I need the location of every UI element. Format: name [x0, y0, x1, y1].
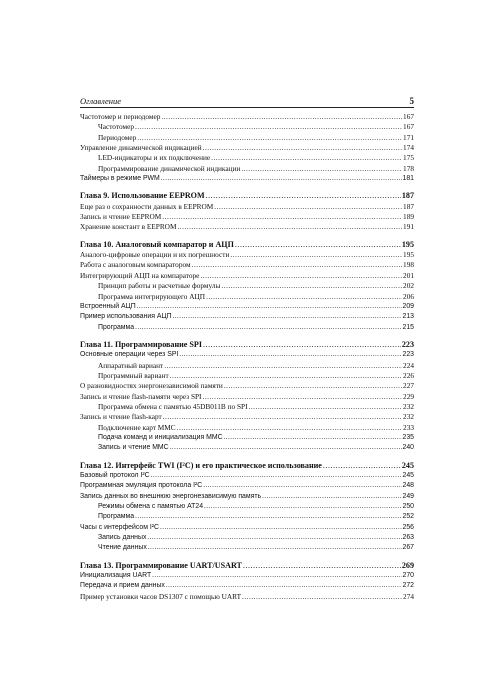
toc-entry-title: Часы с интерфейсом I²C [80, 523, 160, 531]
toc-entry-page: 274 [403, 591, 414, 601]
running-header [80, 92, 414, 108]
dot-leader [151, 471, 402, 481]
toc-entry-title: Глава 10. Аналоговый компаратор и АЦП [80, 239, 234, 249]
dot-leader [166, 581, 402, 591]
toc-entry [80, 143, 414, 153]
toc-entry-title: Подключение карт MMC [98, 422, 176, 432]
dot-leader [235, 240, 401, 250]
toc-entry-title: Частотомер и периодомер [80, 112, 161, 121]
toc-entry [80, 202, 414, 212]
toc-entry-page: 226 [403, 370, 414, 380]
dot-leader [147, 533, 401, 543]
toc-entry-page: 181 [402, 175, 414, 183]
toc-entry-page: 263 [402, 534, 414, 542]
toc-entry-title: Режимы обмена с памятью AT24 [98, 503, 204, 511]
toc-chapter-entry [80, 461, 414, 471]
toc-entry [80, 412, 414, 422]
toc-entry [80, 112, 414, 122]
toc-entry-title: Базовый протокол I²C [80, 472, 150, 479]
toc-entry-title: Программа обмена с памятью 45DB011B по SPI [98, 401, 248, 411]
dot-leader [203, 143, 402, 153]
dot-leader [323, 461, 401, 471]
toc-entry-title: Запись данных во внешнюю энергонезависимую память [80, 492, 262, 500]
toc-entry-page: 269 [401, 560, 414, 570]
toc-entry-page: 187 [401, 191, 414, 201]
toc-entry-page: 191 [403, 222, 414, 232]
toc-entry [80, 153, 414, 163]
toc-entry [80, 260, 414, 270]
dot-leader [203, 392, 403, 402]
toc-entry-page: 167 [403, 122, 414, 132]
toc-entry-page: 206 [403, 291, 414, 301]
toc-entry-page: 229 [403, 391, 414, 401]
toc-entry-title: Чтение данных [98, 544, 147, 552]
toc-entry-page: 245 [401, 460, 414, 470]
toc-entry [80, 523, 414, 533]
toc-entry-title: Глава 9. Использование EEPROM [80, 191, 205, 201]
toc-entry-page: 232 [403, 412, 414, 422]
toc-entry-title: Запись и чтение flash-карт [80, 412, 162, 422]
toc-entry-page: 256 [402, 523, 414, 531]
toc-entry-page: 248 [402, 482, 414, 490]
toc-chapter-entry [80, 340, 414, 350]
dot-leader [206, 292, 402, 302]
dot-leader [164, 361, 402, 371]
toc-entry-title: Таймеры в режиме PWM [80, 175, 160, 183]
toc-entry-page: 189 [403, 212, 414, 222]
toc-entry [80, 533, 414, 543]
header-title: Оглавление [80, 96, 122, 106]
toc-entry [80, 571, 414, 581]
toc-entry-title: Программа [98, 513, 135, 521]
dot-leader [206, 191, 401, 201]
toc-entry-page: 233 [403, 422, 414, 432]
toc-entry-title: Глава 13. Программирование UART/USART [80, 560, 242, 570]
toc-entry [80, 543, 414, 553]
toc-entry-page: 174 [403, 143, 414, 153]
toc-entry-title: Инициализация UART [80, 572, 152, 580]
dot-leader [173, 312, 402, 322]
dot-leader [224, 381, 402, 391]
toc-entry [80, 122, 414, 132]
toc-entry-title: Запись и чтение MMC [98, 444, 169, 452]
toc-entry-title: Программа [98, 323, 135, 331]
toc-entry [80, 361, 414, 371]
toc-entry [80, 350, 414, 360]
toc-entry-title: Подача команд и инициализация MMC [98, 433, 223, 441]
dot-leader [152, 571, 401, 581]
toc-entry-title: Основные операции через SPI [80, 351, 179, 359]
dot-leader [203, 481, 401, 491]
dot-leader [249, 402, 403, 412]
dot-leader [161, 174, 402, 184]
toc-entry-title: Передача и прием данных [80, 582, 165, 590]
dot-leader [177, 222, 402, 232]
toc-entry-page: 252 [402, 513, 414, 521]
toc-entry [80, 222, 414, 232]
dot-leader [200, 271, 402, 281]
dot-leader [241, 164, 402, 174]
toc-entry-title: Управление динамической индикацией [80, 143, 202, 153]
dot-leader [230, 250, 402, 260]
toc-entry-page: 171 [403, 132, 414, 142]
dot-leader [204, 502, 401, 512]
toc-chapter-entry [80, 240, 414, 250]
toc-entry [80, 312, 414, 322]
toc-entry [80, 250, 414, 260]
toc-chapter-entry [80, 561, 414, 571]
toc-entry-page: 223 [401, 339, 414, 349]
toc-entry [80, 381, 414, 391]
toc-entry [80, 581, 414, 591]
toc-entry [80, 271, 414, 281]
toc-entry [80, 423, 414, 433]
dot-leader [135, 122, 402, 132]
toc-entry-page: 223 [402, 351, 414, 359]
toc-entry [80, 402, 414, 412]
toc-entry [80, 164, 414, 174]
dot-leader [214, 202, 402, 212]
toc-entry-title: Аналого-цифровые операции и их погрешности [80, 250, 230, 260]
toc-entry-page: 240 [402, 444, 414, 452]
toc-entry-title: Глава 11. Программирование SPI [80, 339, 203, 349]
toc-entry-title: Программа интегрирующего АЦП [98, 291, 206, 301]
dot-leader [137, 133, 402, 143]
toc-entry-title: Программная эмуляция протокола I²C [80, 482, 203, 490]
toc-entry-title: Программный вариант [98, 370, 169, 380]
toc-entry-page: 201 [403, 270, 414, 280]
toc-entry-page: 267 [402, 544, 414, 552]
toc-entry-title: О разновидностях энергонезависимой памяти [80, 381, 223, 391]
toc-entry-title: Хранение констант в EEPROM [80, 222, 177, 232]
toc-entry-page: 175 [403, 153, 414, 163]
toc-entry-title: Частотомер [98, 122, 134, 132]
toc-entry-page: 224 [403, 360, 414, 370]
toc-entry [80, 492, 414, 502]
dot-leader [137, 302, 402, 312]
toc-entry-title: Пример использования АЦП [80, 313, 172, 321]
dot-leader [211, 153, 402, 163]
toc-entry-page: 213 [402, 313, 414, 321]
toc-entry-title: Принцип работы и расчетные формулы [98, 281, 221, 291]
toc-entry-page: 249 [402, 492, 414, 500]
toc-entry-page: 270 [402, 572, 414, 580]
toc-chapter-entry [80, 191, 414, 201]
dot-leader [262, 492, 401, 502]
toc-entry [80, 392, 414, 402]
dot-leader [192, 260, 402, 270]
toc-entry-title: Аппаратный вариант [98, 360, 164, 370]
dot-leader [162, 212, 402, 222]
toc-entry [80, 302, 414, 312]
toc-entry-page: 195 [403, 250, 414, 260]
toc-entry [80, 481, 414, 491]
toc-entry [80, 443, 414, 453]
toc-entry [80, 592, 414, 602]
dot-leader [221, 281, 402, 291]
dot-leader [135, 512, 401, 522]
toc-entry-page: 227 [403, 381, 414, 391]
toc-entry [80, 174, 414, 184]
dot-leader [224, 433, 402, 443]
toc-entry-title: Периодомер [98, 132, 137, 142]
toc-entry-page: 198 [403, 260, 414, 270]
toc-entry-title: Встроенный АЦП [80, 302, 136, 310]
toc-entry [80, 512, 414, 522]
dot-leader [242, 592, 402, 602]
table-of-contents [80, 112, 414, 602]
toc-entry [80, 133, 414, 143]
dot-leader [148, 543, 402, 553]
dot-leader [179, 350, 401, 360]
page-number: 5 [409, 96, 414, 106]
toc-entry-page: 235 [402, 433, 414, 441]
toc-entry [80, 371, 414, 381]
toc-entry-page: 209 [402, 302, 414, 310]
toc-entry [80, 433, 414, 443]
toc-entry-page: 187 [403, 201, 414, 211]
toc-entry-title: Интегрирующий АЦП на компараторе [80, 270, 200, 280]
toc-entry-title: Глава 12. Интерфейс TWI (I²C) и его практическое использование [80, 460, 322, 470]
toc-entry-page: 178 [403, 163, 414, 173]
toc-entry [80, 281, 414, 291]
toc-entry-title: Пример установки часов DS1307 с помощью UART [80, 591, 242, 601]
toc-entry-page: 195 [401, 239, 414, 249]
toc-entry-page: 167 [403, 112, 414, 121]
toc-entry-page: 245 [402, 472, 414, 479]
toc-entry-title: Запись данных [98, 534, 147, 542]
toc-entry-title: Запись и чтение flash-памяти через SPI [80, 391, 202, 401]
dot-leader [135, 323, 401, 333]
dot-leader [161, 112, 402, 122]
toc-entry-title: LED-индикаторы и их подключение [98, 153, 211, 163]
toc-entry [80, 212, 414, 222]
toc-entry-page: 202 [403, 281, 414, 291]
toc-entry-page: 250 [402, 503, 414, 511]
toc-entry-title: Еще раз о сохранности данных в EEPROM [80, 201, 214, 211]
dot-leader [160, 523, 401, 533]
toc-entry [80, 471, 414, 481]
toc-entry-title: Работа с аналоговым компаратором [80, 260, 191, 270]
dot-leader [203, 340, 401, 350]
toc-entry [80, 502, 414, 512]
toc-entry-page: 232 [403, 401, 414, 411]
toc-entry-title: Программирование динамической индикации [98, 163, 241, 173]
dot-leader [170, 371, 402, 381]
dot-leader [177, 423, 402, 433]
toc-entry [80, 323, 414, 333]
toc-entry-title: Запись и чтение EEPROM [80, 212, 162, 222]
toc-entry-page: 272 [402, 582, 414, 590]
toc-entry [80, 292, 414, 302]
dot-leader [163, 412, 402, 422]
dot-leader [243, 561, 401, 571]
dot-leader [170, 443, 402, 453]
toc-entry-page: 215 [402, 323, 414, 331]
